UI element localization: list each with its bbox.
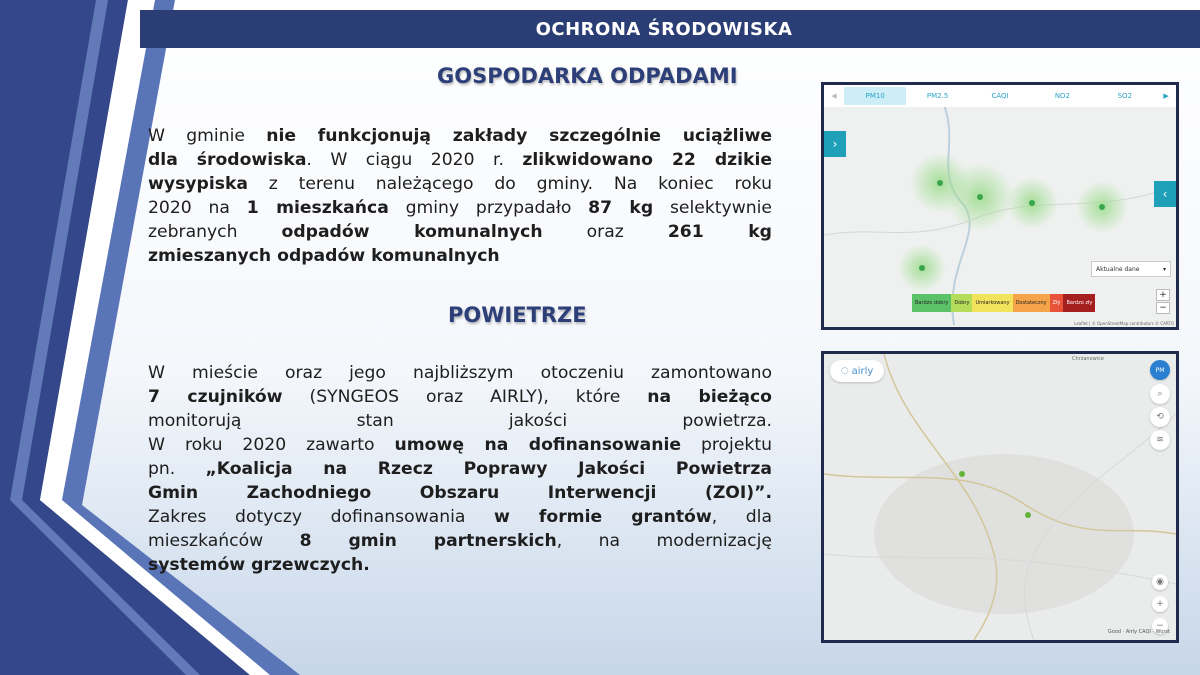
tab-pm10[interactable]: PM10 (844, 87, 906, 105)
air-text-segment: , dla (711, 507, 772, 527)
zoom-in-button[interactable]: + (1152, 596, 1168, 612)
chevron-left-icon: ‹ (1162, 187, 1168, 201)
tab-caqi[interactable]: CAQI (991, 92, 1009, 100)
air-text-line (148, 385, 772, 409)
map-background (824, 85, 1176, 327)
air-heading: POWIETRZE (448, 303, 587, 327)
legend-item: Zły (1050, 294, 1064, 312)
legend-item: Bardzo dobry (912, 294, 951, 312)
sensor-marker (919, 265, 925, 271)
air-text-segment: , na modernizację (556, 531, 772, 551)
history-icon: ⟲ (1156, 412, 1164, 422)
sensor-marker (1099, 204, 1105, 210)
airly-logo-icon: ◌ (840, 366, 849, 376)
waste-text-segment: 87 kg (588, 198, 654, 218)
air-text-segment: w formie grantów (493, 507, 712, 527)
chevron-down-icon: ▾ (1162, 265, 1166, 273)
legend-item: Bardzo zły (1063, 294, 1095, 312)
waste-text-line (148, 172, 772, 196)
sensor-marker (1029, 200, 1035, 206)
air-text-segment: W roku 2020 zawarto (148, 435, 395, 455)
waste-text-segment: zlikwidowano 22 dzikie (522, 150, 773, 170)
air-text-segment: pn. (148, 459, 206, 479)
page-title: OCHRONA ŚRODOWISKA (535, 18, 793, 40)
air-text-segment: umowę na dofinansowanie (394, 435, 681, 455)
search-button[interactable] (1150, 384, 1170, 404)
sensor-marker (937, 180, 943, 186)
air-text-segment: projektu (681, 435, 772, 455)
waste-text-segment: oraz (542, 222, 668, 242)
panel-open-left-button[interactable] (824, 131, 846, 157)
search-icon: ⌕ (1157, 389, 1163, 399)
sensor-marker (977, 194, 983, 200)
airly-logo (830, 360, 884, 382)
panel-open-right-button[interactable] (1154, 181, 1176, 207)
pollutant-tabs (824, 85, 1176, 107)
waste-heading: GOSPODARKA ODPADAMI (437, 64, 738, 88)
air-text-segment: systemów grzewczych. (148, 555, 370, 575)
airly-legend: Good · Airly CAQI · Worst (1107, 629, 1170, 635)
air-text-segment: Zakres dotyczy dofinansowania (148, 507, 494, 527)
waste-text-segment: zebranych (148, 222, 282, 242)
waste-text-segment: . W ciągu 2020 r. (306, 150, 523, 170)
zoom-out-button[interactable]: − (1152, 618, 1168, 634)
air-text-line (148, 457, 772, 481)
air-paragraph (148, 361, 772, 577)
air-text-segment: 7 czujników (148, 387, 283, 407)
waste-text-segment: z terenu należącego do gminy. Na koniec roku (247, 174, 772, 194)
legend-item: Umiarkowany (972, 294, 1012, 312)
air-text-line (148, 505, 772, 529)
chevron-right-icon: › (832, 137, 838, 151)
sensor-marker (959, 471, 965, 477)
map-place-label: Chrzanowice (1072, 356, 1104, 362)
airly-logo-text: airly (851, 365, 874, 377)
air-text-line (148, 553, 772, 577)
tabs-next-icon[interactable]: ▶ (1163, 92, 1169, 100)
layers-button[interactable] (1150, 430, 1170, 450)
air-text-segment: Gmin Zachodniego Obszaru Interwencji (ZOI)”. (148, 483, 772, 503)
tab-so2[interactable]: SO2 (1117, 92, 1133, 100)
airly-map-background (824, 354, 1176, 640)
waste-text-segment: 261 kg (667, 222, 772, 242)
legend-item: Dostateczny (1013, 294, 1050, 312)
waste-text-segment: selektywnie (653, 198, 773, 218)
waste-paragraph (148, 124, 772, 268)
waste-text-line (148, 220, 772, 244)
tab-no2[interactable]: NO2 (1054, 92, 1071, 100)
waste-text-segment: odpadów komunalnych (281, 222, 543, 242)
locate-icon: ◉ (1156, 577, 1164, 587)
waste-text-segment: dla środowiska (148, 150, 307, 170)
layers-icon: ≋ (1156, 435, 1164, 445)
legend-item: Dobry (951, 294, 972, 312)
map-attribution: Leaflet | © OpenStreetMap contributors © CARTO (1074, 321, 1174, 326)
history-button[interactable] (1150, 407, 1170, 427)
zoom-out-button[interactable]: − (1156, 302, 1170, 314)
air-text-segment: na bieżąco (647, 387, 772, 407)
air-text-segment: mieszkańców (148, 531, 300, 551)
air-text-line (148, 361, 772, 385)
waste-text-line (148, 148, 772, 172)
air-text-segment: „Koalicja na Rzecz Poprawy Jakości Powietrza (205, 459, 773, 479)
waste-text-segment: W gminie (148, 126, 267, 146)
waste-text-segment: 2020 na (148, 198, 247, 218)
header-bar (140, 10, 1200, 48)
air-text-segment: W mieście oraz jego najbliższym otoczeniu zamontowano (148, 363, 772, 383)
waste-text-segment: zmieszanych odpadów komunalnych (148, 246, 500, 266)
locate-button[interactable] (1152, 574, 1168, 590)
quality-legend (912, 294, 1095, 312)
air-text-line (148, 529, 772, 553)
waste-text-line (148, 244, 772, 268)
waste-text-segment: nie funkcjonują zakłady szczególnie uciążliwe (266, 126, 772, 146)
waste-text-line (148, 196, 772, 220)
pm-button[interactable] (1150, 360, 1170, 380)
air-text-line (148, 433, 772, 457)
waste-text-segment: 1 mieszkańca (246, 198, 389, 218)
airly-map[interactable] (821, 351, 1179, 643)
air-text-line (148, 481, 772, 505)
waste-text-line (148, 124, 772, 148)
waste-text-segment: wysypiska (148, 174, 248, 194)
air-quality-map[interactable] (821, 82, 1179, 330)
air-text-segment: monitorują stan jakości powietrza. (148, 411, 772, 431)
zoom-in-button[interactable]: + (1156, 289, 1170, 301)
waste-text-segment: gminy przypadało (388, 198, 589, 218)
tab-pm25[interactable]: PM2.5 (926, 92, 949, 100)
air-text-segment: (SYNGEOS oraz AIRLY), które (282, 387, 648, 407)
sensor-marker (1025, 512, 1031, 518)
tabs-prev-icon[interactable]: ◀ (831, 92, 837, 100)
pm-button-label: PM (1155, 366, 1165, 374)
data-select-label: Aktualne dane (1096, 265, 1140, 273)
data-select[interactable] (1091, 261, 1171, 277)
air-text-line (148, 409, 772, 433)
air-text-segment: 8 gmin partnerskich (299, 531, 557, 551)
